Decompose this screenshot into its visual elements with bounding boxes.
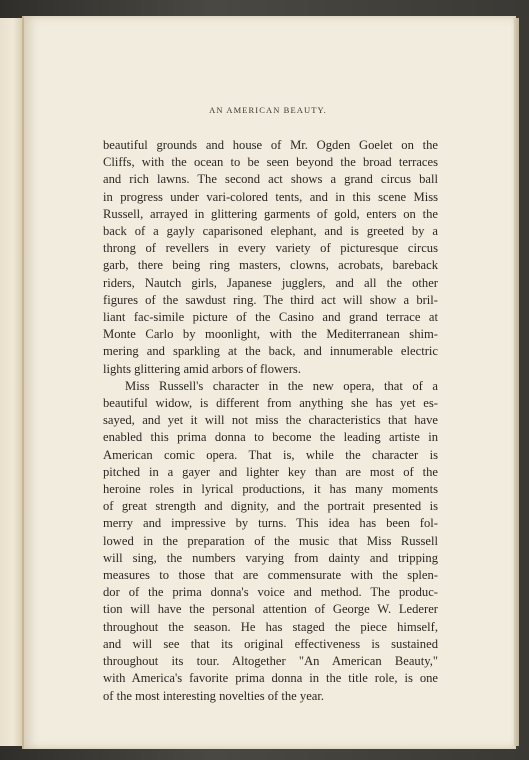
body-text — [103, 137, 438, 705]
text-line: in progress under vari-colored tents, and in this scene Miss — [103, 189, 438, 204]
text-line: lowed in the preparation of the music that Miss Russell — [103, 533, 438, 548]
text-line: with America's favorite prima donna in the title role, is one — [103, 671, 438, 686]
text-line: measures to those that are commensurate with the splen- — [103, 568, 438, 583]
text-line: tion will have the personal attention of George W. Lederer — [103, 602, 438, 617]
paragraph — [103, 137, 438, 378]
text-line: pitched in a gayer and lighter key than are most of the — [103, 464, 438, 479]
text-line: and rich lawns. The second act shows a grand circus ball — [103, 172, 438, 187]
page-stack-edge — [514, 18, 519, 746]
text-line: throughout the season. He has staged the piece himself, — [103, 619, 438, 634]
text-line: dor of the prima donna's voice and method. The produc- — [103, 585, 438, 600]
text-line: Miss Russell's character in the new opera, that of a — [125, 378, 438, 393]
text-line: beautiful widow, is different from anything she has yet es- — [103, 396, 438, 411]
text-line: back of a gayly caparisoned elephant, and is greeted by a — [103, 224, 438, 239]
text-line: American comic opera. That is, while the character is — [103, 447, 438, 462]
text-line: beautiful grounds and house of Mr. Ogden Goelet on the — [103, 138, 438, 152]
text-line: liant fac-simile picture of the Casino and grand terrace at — [103, 310, 438, 325]
text-line: of great strength and dignity, and the portrait presented is — [103, 499, 438, 514]
paragraph — [103, 378, 438, 705]
text-line: enabled this prima donna to become the leading artiste in — [103, 430, 438, 445]
text-line: Russell, arrayed in glittering garments of gold, enters on the — [103, 206, 438, 221]
text-line: riders, Nautch girls, Japanese jugglers, and all the other — [103, 275, 438, 290]
text-line: Cliffs, with the ocean to be seen beyond the broad terraces — [103, 155, 438, 170]
text-line: merry and impressive by turns. This idea has been fol- — [103, 516, 438, 531]
text-line: sayed, and yet it will not miss the characteristics that have — [103, 413, 438, 428]
text-line: heroine roles in lyrical productions, it has many moments — [103, 482, 438, 497]
text-line: figures of the sawdust ring. The third act will show a bril- — [103, 292, 438, 307]
text-line: garb, there being ring masters, clowns, acrobats, bareback — [103, 258, 438, 273]
text-line: throng of revellers in every variety of picturesque circus — [103, 241, 438, 256]
text-line: throughout its tour. Altogether "An American Beauty," — [103, 654, 438, 669]
text-line: Monte Carlo by moonlight, with the Mediterranean shim- — [103, 327, 438, 342]
running-head: AN AMERICAN BEAUTY. — [209, 105, 327, 115]
text-line: mering and sparkling at the back, and innumerable electric — [103, 344, 438, 359]
text-line: will sing, the numbers varying from dainty and tripping — [103, 550, 438, 565]
facing-page-edge — [0, 18, 23, 746]
text-line: of the most interesting novelties of the year. — [103, 688, 325, 703]
text-line: and will see that its original effectiveness is sustained — [103, 636, 438, 651]
text-line: lights glittering amid arbors of flowers. — [103, 361, 301, 376]
